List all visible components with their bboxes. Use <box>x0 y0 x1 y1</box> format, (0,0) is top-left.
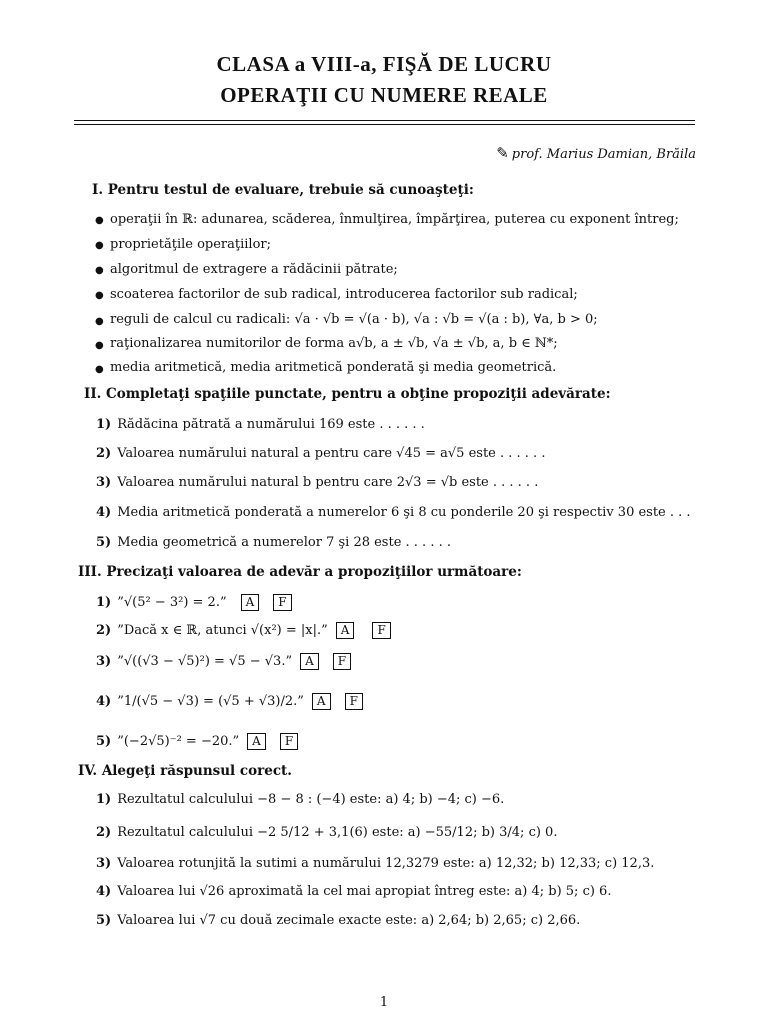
answer-a-box[interactable]: A <box>300 653 319 670</box>
item-text: ”(−2√5)⁻² = −20.” <box>117 734 240 749</box>
answer-f-box[interactable]: F <box>273 594 291 611</box>
section-4-item-2 <box>96 825 557 840</box>
list-item-radical-rules <box>110 312 598 327</box>
item-text: Valoarea numărului natural a pentru care √45 = a√5 este . . . . . . <box>117 446 546 461</box>
item-text: ”√((√3 − √5)²) = √5 − √3.” <box>117 654 293 669</box>
list-item: algoritmul de extragere a rădăcinii pătrate; <box>110 262 398 277</box>
section-3-item-1 <box>96 594 292 611</box>
answer-a-box[interactable]: A <box>312 693 331 710</box>
section-3-item-4 <box>96 693 363 710</box>
item-number: 4) <box>96 694 112 709</box>
bullet-icon: ● <box>95 364 104 375</box>
section-3-item-3 <box>96 653 351 670</box>
answer-f-box[interactable]: F <box>345 693 363 710</box>
pencil-icon: ✎ <box>496 144 509 162</box>
section-4-item-1 <box>96 792 504 807</box>
section-4-item-5 <box>96 913 580 928</box>
item-text: Media aritmetică ponderată a numerelor 6 şi 8 cu ponderile 20 şi respectiv 30 este . . . <box>117 505 691 520</box>
page-number: 1 <box>379 995 389 1010</box>
answer-a-box[interactable]: A <box>247 733 266 750</box>
answer-f-box[interactable]: F <box>333 653 351 670</box>
item-text: Media geometrică a numerelor 7 şi 28 este . . . . . . <box>117 535 451 550</box>
item-number: 3) <box>96 654 112 669</box>
item-text: Rezultatul calculului −2 5/12 + 3,1(6) este: a) −55/12; b) 3/4; c) 0. <box>117 825 558 840</box>
bullet-icon: ● <box>95 340 104 351</box>
item-text: ”1/(√5 − √3) = (√5 + √3)/2.” <box>117 694 304 709</box>
item-number: 4) <box>96 505 112 520</box>
section-2-item-4 <box>96 505 691 520</box>
title-line-2: OPERAŢII CU NUMERE REALE <box>220 83 548 107</box>
author-line <box>496 144 696 162</box>
answer-f-box[interactable]: F <box>372 622 390 639</box>
section-2-item-1 <box>96 417 425 432</box>
section-3-item-2 <box>96 622 391 639</box>
divider-bottom <box>74 124 695 125</box>
section-2-heading: II. Completaţi spaţiile punctate, pentru a obţine propoziţii adevărate: <box>84 386 611 402</box>
section-4-heading: IV. Alegeţi răspunsul corect. <box>78 763 292 779</box>
divider-top <box>74 120 695 121</box>
item-number: 3) <box>96 475 112 490</box>
rationalization-formula: a√b, a ± √b, √a ± √b, a, b ∈ ℕ*; <box>348 336 558 351</box>
bullet-icon: ● <box>95 290 104 301</box>
item-text: Rădăcina pătrată a numărului 169 este . . . . . . <box>117 417 425 432</box>
answer-a-box[interactable]: A <box>241 594 260 611</box>
section-4-item-3 <box>96 856 654 871</box>
item-text: Valoarea lui √7 cu două zecimale exacte este: a) 2,64; b) 2,65; c) 2,66. <box>117 913 581 928</box>
radical-rules-formula: √a · √b = √(a · b), √a : √b = √(a : b), ∀a, b > 0; <box>294 312 598 327</box>
section-2-item-2 <box>96 446 545 461</box>
section-3-item-5 <box>96 733 298 750</box>
section-2-item-3 <box>96 475 538 490</box>
item-text: Valoarea lui √26 aproximată la cel mai apropiat întreg este: a) 4; b) 5; c) 6. <box>117 884 612 899</box>
item-text: Rezultatul calculului −8 − 8 : (−4) este: a) 4; b) −4; c) −6. <box>117 792 505 807</box>
item-number: 5) <box>96 535 112 550</box>
bullet-icon: ● <box>95 240 104 251</box>
item-text: ”Dacă x ∈ ℝ, atunci √(x²) = |x|.” <box>117 623 328 638</box>
item-text: Valoarea numărului natural b pentru care 2√3 = √b este . . . . . . <box>117 475 539 490</box>
bullet-icon: ● <box>95 215 104 226</box>
answer-a-box[interactable]: A <box>336 622 355 639</box>
section-4-item-4 <box>96 884 611 899</box>
item-number: 2) <box>96 446 112 461</box>
item-number: 1) <box>96 595 112 610</box>
list-item: proprietăţile operaţiilor; <box>110 237 272 252</box>
item-number: 1) <box>96 417 112 432</box>
item-number: 5) <box>96 913 112 928</box>
section-3-heading: III. Precizaţi valoarea de adevăr a propoziţiilor următoare: <box>78 564 522 580</box>
list-item: media aritmetică, media aritmetică ponderată şi media geometrică. <box>110 360 557 375</box>
list-item-label: raţionalizarea numitorilor de forma <box>110 336 345 351</box>
bullet-icon: ● <box>95 316 104 327</box>
section-2-item-5 <box>96 535 451 550</box>
item-number: 4) <box>96 884 112 899</box>
title-line-1: CLASA a VIII-a, FIŞĂ DE LUCRU <box>216 52 552 76</box>
author-name: prof. Marius Damian, Brăila <box>511 147 696 162</box>
item-number: 1) <box>96 792 112 807</box>
list-item: operaţii în ℝ: adunarea, scăderea, înmulţirea, împărţirea, puterea cu exponent întreg; <box>110 212 679 227</box>
item-number: 2) <box>96 623 112 638</box>
list-item-label: reguli de calcul cu radicali: <box>110 312 291 327</box>
bullet-icon: ● <box>95 265 104 276</box>
answer-f-box[interactable]: F <box>280 733 298 750</box>
item-number: 5) <box>96 734 112 749</box>
item-text: Valoarea rotunjită la sutimi a numărului 12,3279 este: a) 12,32; b) 12,33; c) 12,3. <box>117 856 655 871</box>
item-text: ”√(5² − 3²) = 2.” <box>117 595 227 610</box>
list-item: scoaterea factorilor de sub radical, introducerea factorilor sub radical; <box>110 287 578 302</box>
list-item-rationalization <box>110 336 558 351</box>
item-number: 2) <box>96 825 112 840</box>
section-1-heading: I. Pentru testul de evaluare, trebuie să cunoaşteţi: <box>92 182 474 198</box>
item-number: 3) <box>96 856 112 871</box>
